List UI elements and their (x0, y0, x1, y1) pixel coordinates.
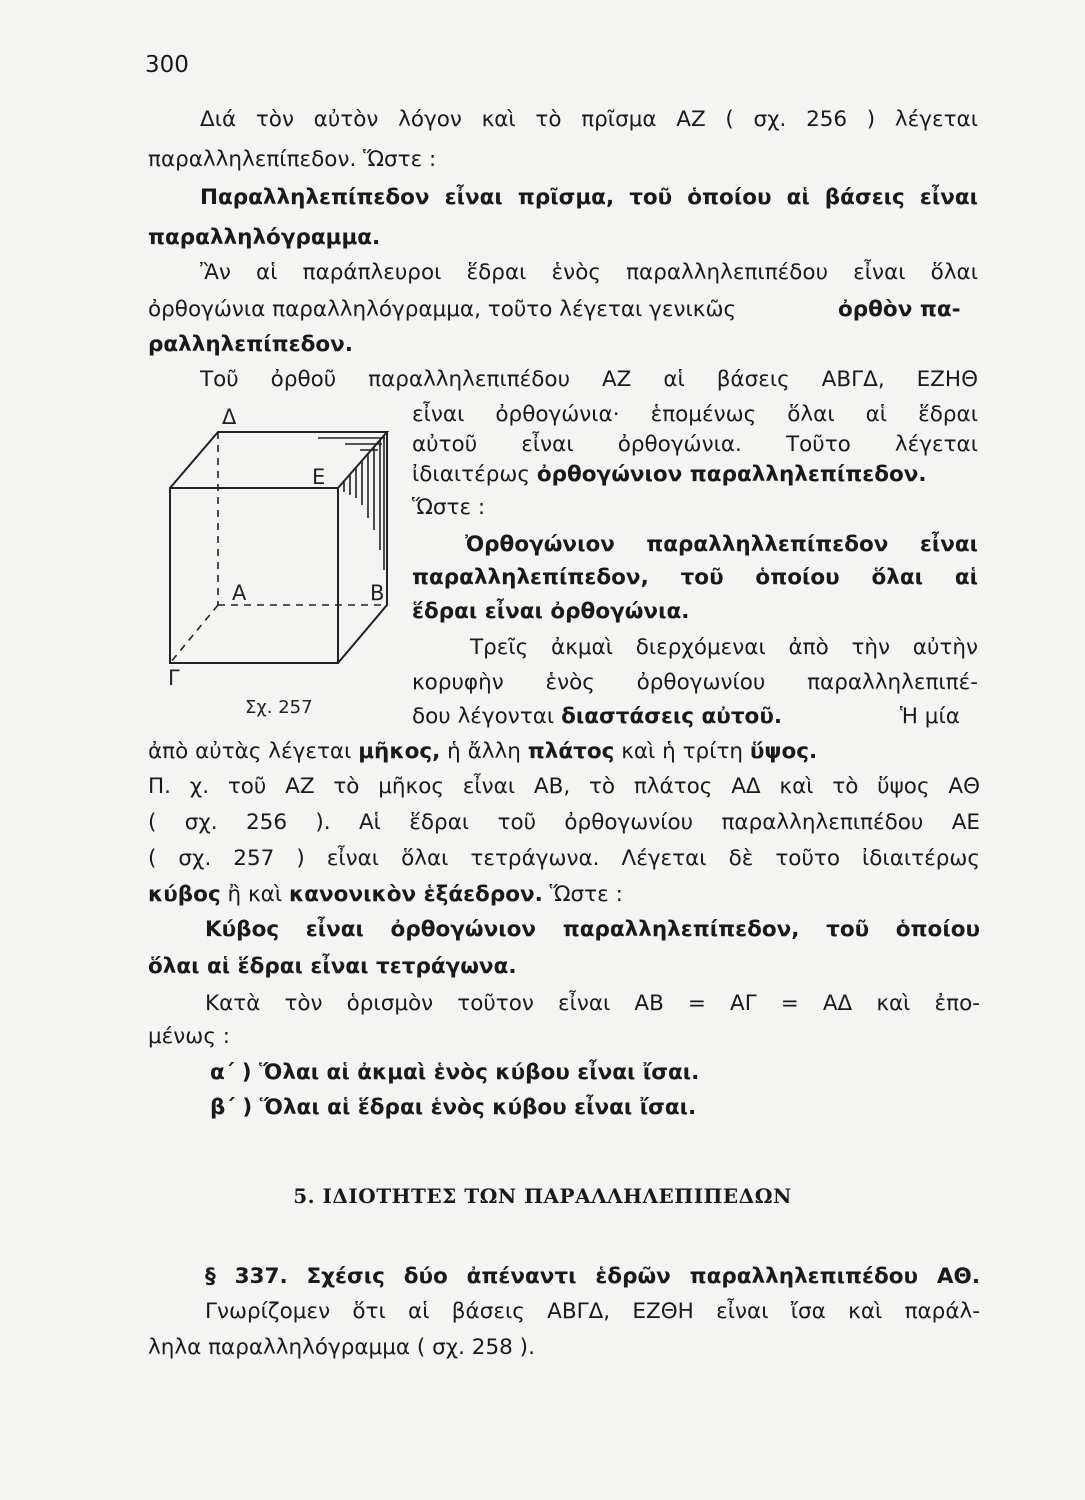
cube-figure (140, 400, 410, 720)
text-line: παραλληλεπίπεδον. Ὥστε : (148, 147, 437, 172)
text-line (148, 737, 980, 767)
definition-line: Κύβος εἶναι ὀρθογώνιον παραλληλεπίπεδον, τοῦ ὁποίου (205, 917, 980, 942)
figure-caption: Σχ. 257 (245, 697, 313, 718)
definition-line: Παραλληλεπίπεδον εἶναι πρῖσμα, τοῦ ὁποίου αἱ βάσεις εἶναι (200, 185, 978, 210)
text-fragment: ἡ ἄλλη (447, 739, 521, 764)
label-alpha: Α (232, 581, 247, 605)
text-line: αὐτοῦ εἶναι ὀρθογώνια. Τοῦτο λέγεται (412, 432, 978, 457)
text-fragment: ὀρθογώνια παραλληλόγραμμα, τοῦτο λέγεται γενικῶς (148, 297, 737, 322)
definition-line: ἕδραι εἶναι ὀρθογώνια. (412, 599, 690, 624)
text-line: μένως : (148, 1024, 231, 1049)
definition-line: παραλληλεπίπεδον, τοῦ ὁποίου ὅλαι αἱ (412, 565, 978, 590)
shading-hatches (344, 436, 384, 570)
term-bold: ὀρθογώνιον παραλληλεπίπεδον. (536, 462, 927, 487)
label-epsilon: Ε (312, 465, 326, 489)
text-line: Τρεῖς ἀκμαὶ διερχόμεναι ἀπὸ τὴν αὐτὴν (470, 635, 978, 660)
hidden-edges (170, 432, 387, 663)
definition-line: παραλληλόγραμμα. (148, 225, 381, 250)
text-line: κορυφὴν ἑνὸς ὀρθογωνίου παραλληλεπιπέ- (412, 670, 978, 695)
text-line: εἶναι ὀρθογώνια· ἑπομένως ὅλαι αἱ ἕδραι (412, 402, 978, 427)
text-line (148, 880, 980, 910)
subsection-title: § 337. Σχέσις δύο ἀπέναντι ἑδρῶν παραλληλεπιπέδου ΑΘ. (205, 1264, 980, 1289)
term-bold: ὀρθὸν πα- (838, 297, 961, 322)
text-fragment: ἢ καὶ (227, 882, 283, 907)
label-gamma: Γ (168, 666, 180, 690)
text-line: Π. χ. τοῦ ΑΖ τὸ μῆκος εἶναι ΑΒ, τὸ πλάτος ΑΔ καὶ τὸ ὕψος ΑΘ (148, 774, 980, 799)
text-line: Γνωρίζομεν ὅτι αἱ βάσεις ΑΒΓΔ, ΕΖΘΗ εἶναι ἴσα καὶ παράλ- (205, 1299, 980, 1324)
text-fragment: Ὥστε : (549, 882, 623, 907)
term-bold: μῆκος, (358, 739, 441, 764)
text-line: Διά τὸν αὐτὸν λόγον καὶ τὸ πρῖσμα ΑΖ ( σχ. 256 ) λέγεται (200, 107, 978, 132)
label-delta: Δ (222, 405, 237, 429)
term-bold: διαστάσεις αὐτοῦ. (561, 704, 783, 729)
front-face (170, 488, 338, 663)
term-bold: ὕψος. (749, 739, 818, 764)
property-item: α΄ ) Ὅλαι αἱ ἀκμαὶ ἑνὸς κύβου εἶναι ἴσαι. (210, 1060, 700, 1085)
text-fragment: Ἡ μία (900, 704, 960, 729)
term-bold: πλάτος (527, 739, 615, 764)
text-line: Κατὰ τὸν ὁρισμὸν τοῦτον εἶναι ΑΒ = ΑΓ = ΑΔ καὶ ἐπο- (205, 991, 980, 1016)
text-line (412, 702, 782, 732)
text-fragment: καὶ ἡ τρίτη (621, 739, 744, 764)
top-hatches (318, 438, 385, 450)
text-line: ( σχ. 256 ). Αἱ ἕδραι τοῦ ὀρθογωνίου παραλληλεπιπέδου ΑΕ (148, 810, 980, 835)
term-bold: κύβος (148, 882, 221, 907)
property-item: β΄ ) Ὅλαι αἱ ἕδραι ἑνὸς κύβου εἶναι ἴσαι. (210, 1095, 697, 1120)
definition-line: Ὀρθογώνιον παραλληλλεπίπεδον εἶναι (465, 532, 978, 557)
text-line: Ὥστε : (412, 495, 486, 520)
text-fragment: δου λέγονται (412, 704, 555, 729)
section-heading: 5. ΙΔΙΟΤΗΤΕΣ ΤΩΝ ΠΑΡΑΛΛΗΛΕΠΙΠΕΔΩΝ (293, 1184, 792, 1208)
term-bold: κανονικὸν ἑξάεδρον. (288, 882, 543, 907)
term-bold: ραλληλεπίπεδον. (148, 332, 353, 357)
text-line: Ἂν αἱ παράπλευροι ἕδραι ἑνὸς παραλληλεπιπέδου εἶναι ὅλαι (200, 260, 978, 285)
text-line: ληλα παραλληλόγραμμα ( σχ. 258 ). (148, 1335, 535, 1360)
text-fragment: ἀπὸ αὐτὰς λέγεται (148, 739, 352, 764)
top-face (170, 432, 387, 488)
page-number: 300 (145, 52, 189, 78)
definition-line: ὅλαι αἱ ἕδραι εἶναι τετράγωνα. (148, 954, 517, 979)
text-line (148, 295, 736, 325)
text-line: ( σχ. 257 ) εἶναι ὅλαι τετράγωνα. Λέγεται δὲ τοῦτο ἰδιαιτέρως (148, 846, 980, 871)
text-line: Τοῦ ὀρθοῦ παραλληλεπιπέδου ΑΖ αἱ βάσεις ΑΒΓΔ, ΕΖΗΘ (200, 367, 978, 392)
text-line (412, 460, 927, 490)
text-fragment: ἰδιαιτέρως (412, 462, 530, 487)
label-beta: Β (370, 581, 385, 605)
